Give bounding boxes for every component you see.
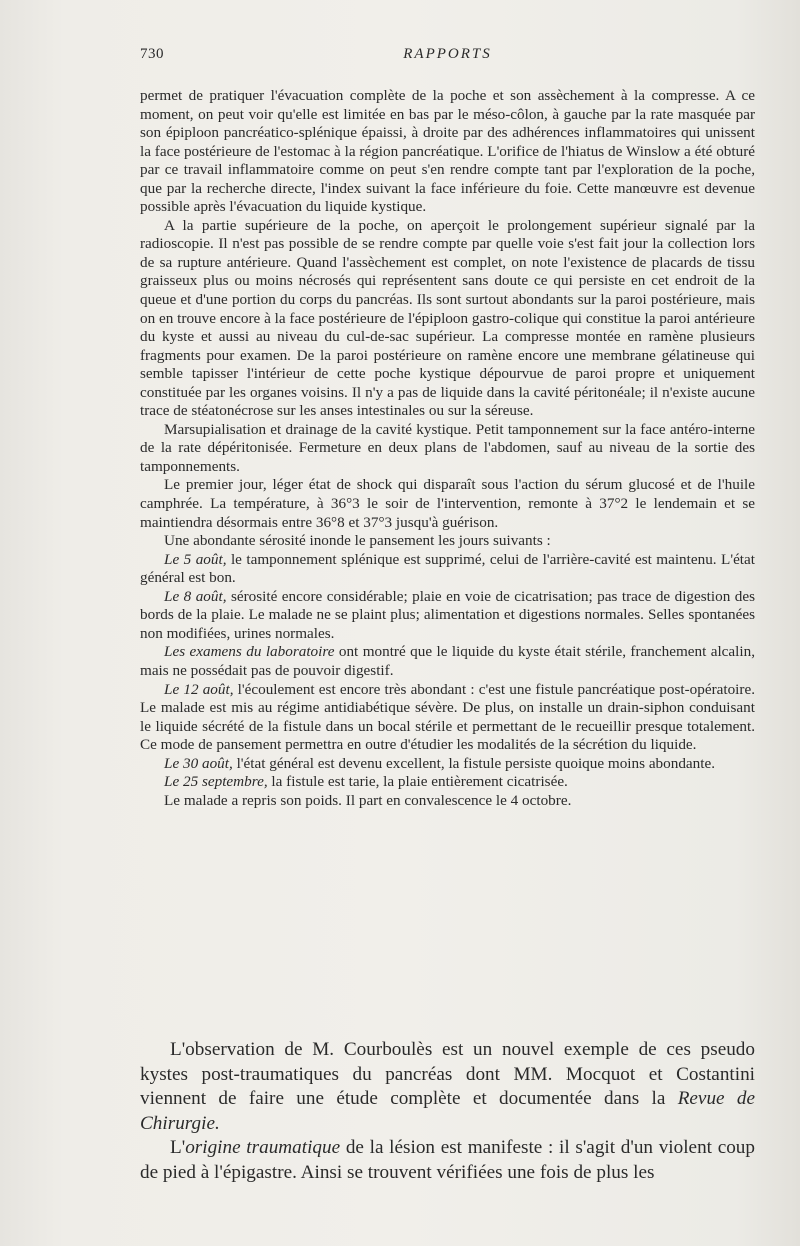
text-run: Le malade a repris son poids. Il part en convalescence le 4 octobre. xyxy=(164,791,572,809)
text-run: le tamponnement splénique est supprimé, celui de l'arrière-cavité est maintenu. L'état général est bon. xyxy=(140,550,755,587)
italic-run: origine traumatique xyxy=(185,1137,341,1158)
text-run: Marsupialisation et drainage de la cavité kystique. Petit tamponnement sur la face antéro-interne de la rate dépéritonisée. Fermeture en deux plans de l'abdomen, sauf au niveau de la sortie des tamponnements. xyxy=(140,420,755,475)
page-header xyxy=(140,46,755,68)
paragraph xyxy=(140,588,755,644)
paragraph xyxy=(140,476,755,532)
paragraph xyxy=(140,532,755,551)
italic-run: Le 8 août, xyxy=(164,587,227,605)
text-run: de la lésion est manifeste : il s'agit d'un violent coup de pied à l'épigastre. Ainsi se trouvent vérifiées une fois de plus les xyxy=(140,1137,755,1183)
paragraph xyxy=(140,217,755,421)
paragraph xyxy=(140,551,755,588)
text-run: A la partie supérieure de la poche, on aperçoit le prolongement supérieur signalé par la radioscopie. Il n'est pas possible de se rendre compte par quelle voie s'est fait jour la collection lors de sa rupture antérieure. Quand l'assèchement est complet, on note l'existence de placards de tissu graisseux plus ou moins nécrosés qui représentent sans doute ce qui persiste en cet endroit de la queue et d'une portion du corps du pancréas. Ils sont surtout abondants sur la paroi postérieure, mais on en trouve encore à la face postérieure de l'épiploon gastro-colique qui constitue la paroi antérieure du kyste et aussi au niveau du cul-de-sac supérieur. La compresse montée en ramène plusieurs fragments pour examen. De la paroi postérieure on ramène encore une membrane gélatineuse qui semble tapisser l'intérieur de cette poche kystique dépourvue de paroi propre et uniquement constituée par les organes voisins. Il n'y a pas de liquide dans la cavité péritonéale; il n'existe aucune trace de stéatonécrose sur les anses intestinales ou sur la séreuse. xyxy=(140,216,755,420)
italic-run: Le 25 septembre, xyxy=(164,773,268,791)
paragraph xyxy=(140,1136,755,1185)
text-run: L'observation de M. Courboulès est un nouvel exemple de ces pseudo kystes post-traumatiques du pancréas dont MM. Mocquot et Costantini viennent de faire une étude complète et documentée dans la xyxy=(140,1039,755,1109)
paragraph xyxy=(140,643,755,680)
italic-run: Le 12 août, xyxy=(164,680,234,698)
paragraph xyxy=(140,755,755,774)
paragraph xyxy=(140,1038,755,1136)
commentary-text xyxy=(140,1038,755,1185)
paragraph xyxy=(140,87,755,217)
text-run: l'état général est devenu excellent, la fistule persiste quoique moins abondante. xyxy=(232,754,716,772)
text-run: Une abondante sérosité inonde le pansement les jours suivants : xyxy=(164,532,551,550)
paragraph xyxy=(140,792,755,811)
text-run: L' xyxy=(170,1137,186,1158)
italic-run: Revue de Chirurgie. xyxy=(140,1088,755,1134)
italic-run: Le 30 août, xyxy=(164,754,233,772)
text-run: l'écoulement est encore très abondant : c'est une fistule pancréatique post-opératoire. Le malade est mis au régime antidiabétique sévère. De plus, on installe un drain-siphon conduisant le liquide sécrété de la fistule dans un bocal stérile et permettant de le recueillir presque totalement. Ce mode de pansement permettra en outre d'étudier les modalités de la sécrétion du liquide. xyxy=(140,680,755,754)
text-run: la fistule est tarie, la plaie entièrement cicatrisée. xyxy=(267,773,568,791)
text-run: Le premier jour, léger état de shock qui disparaît sous l'action du sérum glucosé et de l'huile camphrée. La température, à 36°3 le soir de l'intervention, remonte à 37°2 le lendemain et se maintiendra désormais entre 36°8 et 37°3 jusqu'à guérison. xyxy=(140,476,755,531)
italic-run: Les examens du laboratoire xyxy=(164,643,335,661)
text-run: permet de pratiquer l'évacuation complète de la poche et son assèchement à la compresse. A ce moment, on peut voir qu'elle est limitée en bas par le méso-côlon, à gauche par la rate masquée par son épiploon pancréatico-splénique épaissi, à droite par des adhérences inflammatoires qui unissent la face postérieure de l'estomac à la région pancréatique. L'orifice de l'hiatus de Winslow a été obturé par ce travail inflammatoire comme on peut s'en rendre compte tant par l'exploration de la poche, que par la recherche directe, l'index suivant la face inférieure du foie. Cette manœuvre est devenue possible après l'évacuation du liquide kystique. xyxy=(140,87,755,216)
paragraph xyxy=(140,681,755,755)
page-number: 730 xyxy=(140,46,164,62)
observation-text xyxy=(140,87,755,810)
italic-run: Le 5 août, xyxy=(164,550,227,568)
paragraph xyxy=(140,773,755,792)
text-run: sérosité encore considérable; plaie en voie de cicatrisation; pas trace de digestion des bords de la plaie. Le malade ne se plaint plus; alimentation et digestions normales. Selles spontanées non modifiées, urines normales. xyxy=(140,587,755,642)
running-head: RAPPORTS xyxy=(403,46,492,62)
text-run: ont montré que le liquide du kyste était stérile, franchement alcalin, mais ne possédait pas de pouvoir digestif. xyxy=(140,643,755,679)
paragraph xyxy=(140,421,755,477)
